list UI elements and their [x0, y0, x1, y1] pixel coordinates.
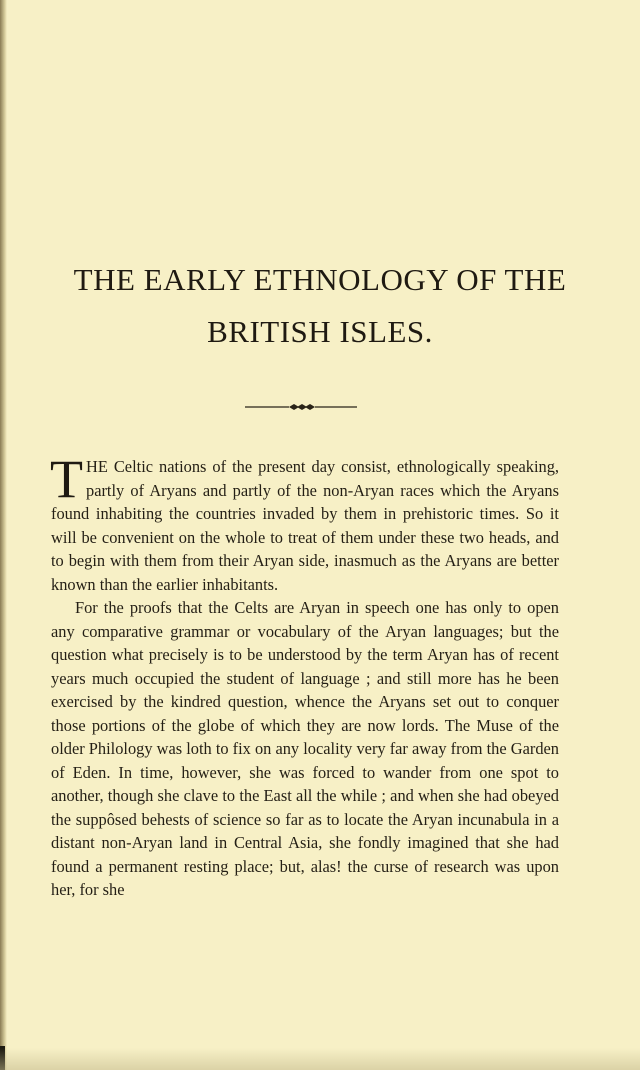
paragraph-1-text: HE Celtic nations of the present day consist, ethnologically speaking, partly of Aryans and partly of the non-Aryan races which the Aryans found inhabiting the countries invaded by them in prehistoric times. So it will be convenient on the whole to treat of them under these two heads, and to begin with them from their Aryan side, inasmuch as the Aryans are better known than the earlier inhabitants. [51, 457, 559, 594]
paragraph-1 [50, 449, 559, 596]
drop-cap: T [50, 449, 83, 509]
body-text [50, 449, 559, 902]
chapter-title-line-1: THE EARLY ETHNOLOGY OF THE [73, 262, 567, 297]
page-left-edge [0, 0, 7, 1070]
page-bottom-shade [0, 1048, 640, 1070]
ornament-divider-icon [245, 402, 357, 412]
paragraph-2: For the proofs that the Celts are Aryan in speech one has only to open any comparative grammar or vocabulary of the Aryan languages; but the question what precisely is to be understood by the term Aryan has of recent years much occupied the student of language ; and still more has he been exercised by the kindred question, whence the Aryans set out to conquer those portions of the globe of which they are now lords. The Muse of the older Philology was loth to fix on any locality very far away from the Garden of Eden. In time, however, she was forced to wander from one spot to another, though she clave to the East all the while ; and when she had obeyed the suppôsed behests of science so far as to locate the Aryan incunabula in a distant non-Aryan land in Central Asia, she fondly imagined that she had found a permanent resting place; but, alas! the curse of research was upon her, for she [51, 598, 559, 899]
chapter-title-line-2: BRITISH ISLES. [207, 314, 433, 349]
